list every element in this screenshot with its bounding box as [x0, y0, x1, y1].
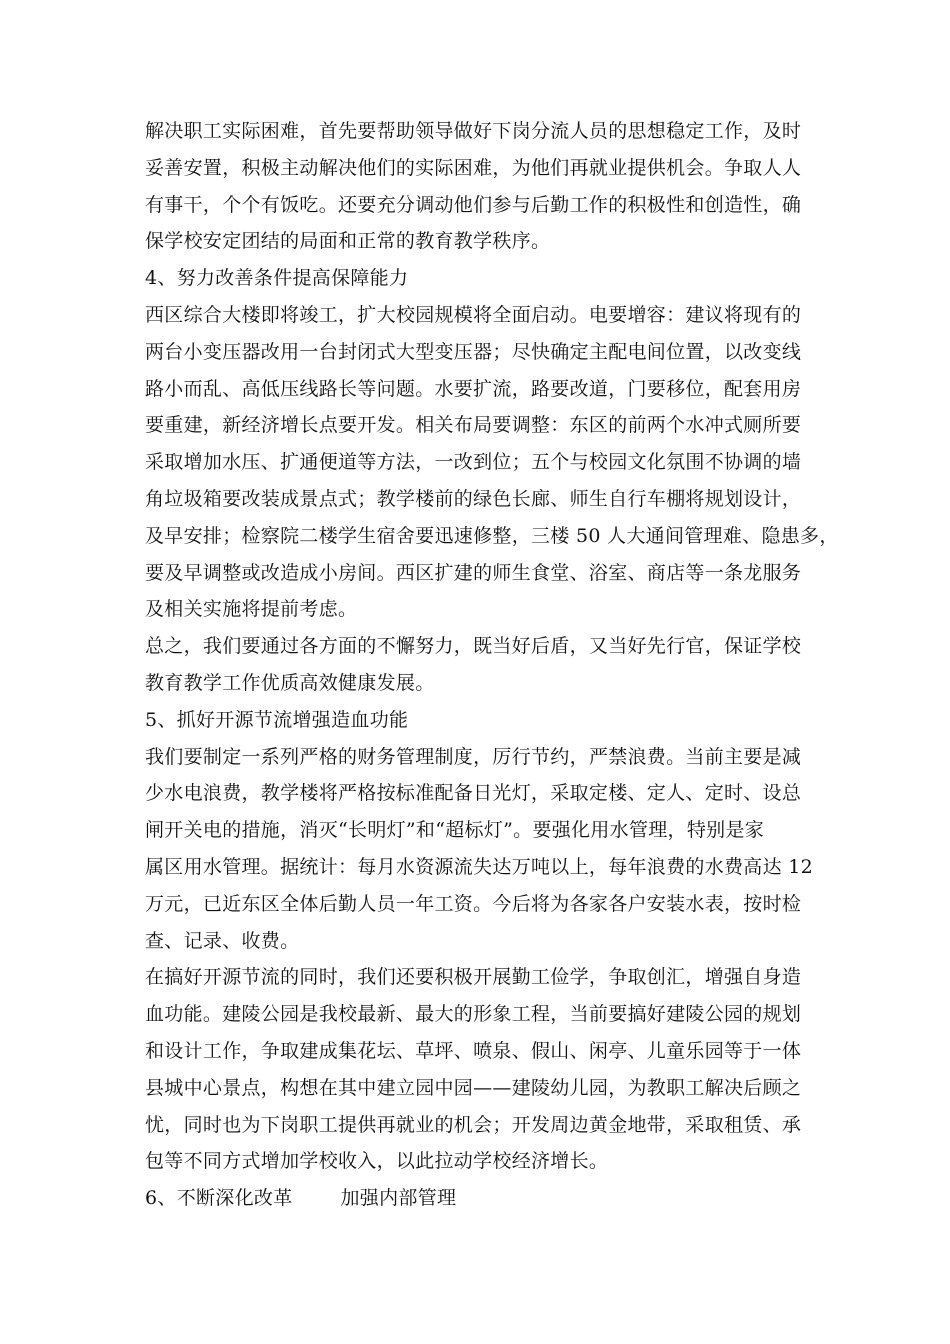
paragraph-line: 我们要制定一系列严格的财务管理制度，厉行节约，严禁浪费。当前主要是减 — [145, 745, 802, 768]
document-body — [145, 113, 839, 1217]
paragraph-line: 保学校安定团结的局面和正常的教育教学秩序。 — [145, 230, 551, 253]
paragraph-line: 有事干，个个有饭吃。还要充分调动他们参与后勤工作的积极性和创造性，确 — [145, 193, 802, 216]
paragraph-line: 要重建，新经济增长点要开发。相关布局要调整：东区的前两个水冲式厕所要 — [145, 414, 802, 437]
paragraph-line: 要及早调整或改造成小房间。西区扩建的师生食堂、浴室、商店等一条龙服务 — [145, 561, 802, 584]
paragraph-line: 闸开关电的措施，消灭“长明灯”和“超标灯”。要强化用水管理，特别是家 — [145, 819, 765, 842]
paragraph-line: 县城中心景点，构想在其中建立园中园——建陵幼儿园，为教职工解决后顾之 — [145, 1076, 802, 1099]
paragraph-line: 及早安排；检察院二楼学生宿舍要迅速修整，三楼 50 人大通间管理难、隐患多， — [145, 524, 839, 547]
paragraph-line: 教育教学工作优质高效健康发展。 — [145, 671, 435, 694]
paragraph-line: 属区用水管理。据统计：每月水资源流失达万吨以上，每年浪费的水费高达 12 — [145, 855, 814, 878]
paragraph-line: 和设计工作，争取建成集花坛、草坪、喷泉、假山、闲亭、儿童乐园等于一体 — [145, 1039, 802, 1062]
paragraph-line: 忧，同时也为下岗职工提供再就业的机会；开发周边黄金地带，采取租赁、承 — [145, 1113, 802, 1136]
paragraph-line: 在搞好开源节流的同时，我们还要积极开展勤工俭学，争取创汇，增强自身造 — [145, 966, 802, 989]
section-heading-4: 4、努力改善条件提高保障能力 — [145, 267, 409, 290]
section-heading-5: 5、抓好开源节流增强造血功能 — [145, 708, 409, 731]
paragraph-line: 少水电浪费，教学楼将严格按标准配备日光灯，采取定楼、定人、定时、设总 — [145, 782, 802, 805]
paragraph-line: 万元，已近东区全体后勤人员一年工资。今后将为各家各户安装水表，按时检 — [145, 892, 802, 915]
heading-6-part1: 6、不断深化改革 — [145, 1187, 293, 1210]
heading-6-part2: 加强内部管理 — [340, 1187, 457, 1210]
paragraph-line: 血功能。建陵公园是我校最新、最大的形象工程，当前要搞好建陵公园的规划 — [145, 1003, 802, 1026]
paragraph-line: 总之，我们要通过各方面的不懈努力，既当好后盾，又当好先行官，保证学校 — [145, 635, 802, 658]
paragraph-line: 采取增加水压、扩通便道等方法，一改到位；五个与校园文化氛围不协调的墙 — [145, 451, 802, 474]
paragraph-line: 两台小变压器改用一台封闭式大型变压器；尽快确定主配电间位置，以改变线 — [145, 340, 802, 363]
paragraph-line: 角垃圾箱要改装成景点式；教学楼前的绿色长廊、师生自行车棚将规划设计， — [145, 487, 802, 510]
paragraph-line: 西区综合大楼即将竣工，扩大校园规模将全面启动。电要增容：建议将现有的 — [145, 303, 802, 326]
paragraph-line: 妥善安置，积极主动解决他们的实际困难，为他们再就业提供机会。争取人人 — [145, 156, 802, 179]
section-heading-6 — [145, 1180, 825, 1217]
paragraph-line: 解决职工实际困难，首先要帮助领导做好下岗分流人员的思想稳定工作，及时 — [145, 120, 802, 142]
paragraph-line: 及相关实施将提前考虑。 — [145, 598, 358, 621]
paragraph-line: 路小而乱、高低压线路长等问题。水要扩流，路要改道，门要移位，配套用房 — [145, 377, 802, 400]
paragraph-line: 包等不同方式增加学校收入，以此拉动学校经济增长。 — [145, 1150, 609, 1173]
paragraph-line: 查、记录、收费。 — [145, 929, 300, 952]
